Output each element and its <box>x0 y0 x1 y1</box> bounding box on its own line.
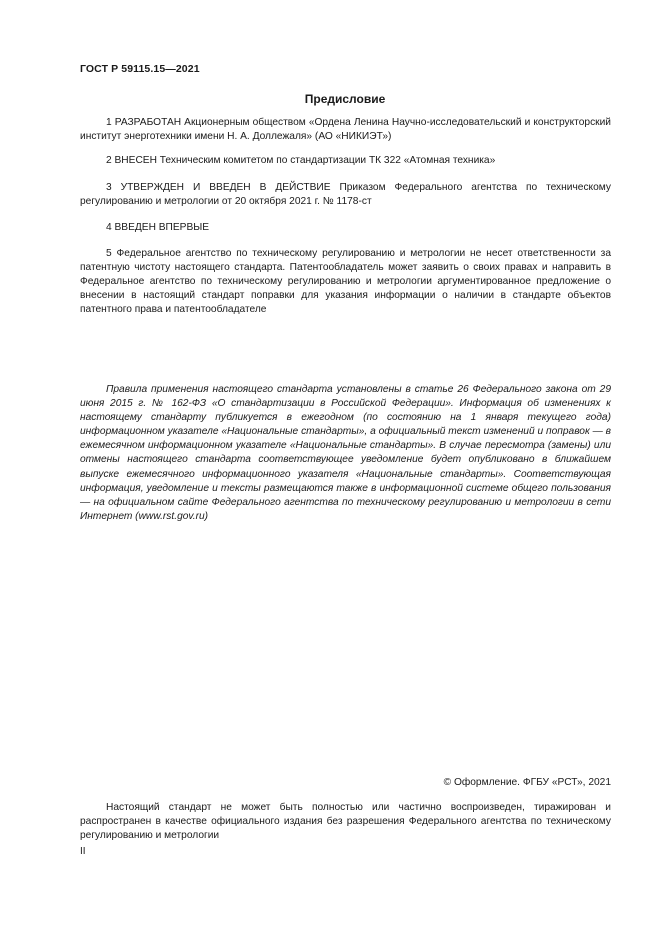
foreword-item-4: 4 ВВЕДЕН ВПЕРВЫЕ <box>106 222 210 233</box>
page-number: II <box>80 846 86 857</box>
foreword-title: Предисловие <box>304 92 386 106</box>
reproduction-notice: Настоящий стандарт не может быть полностью или частично воспроизведен, тиражирован и распространен в качестве официального издания без разрешения Федерального агентства по техническому регулированию и метрологии <box>80 802 611 842</box>
foreword-item-5: 5 Федеральное агентство по техническому регулированию и метрологии не несет ответственности за патентную чистоту настоящего стандарта. Патентообладатель может заявить о своих правах и направить в Федеральное агентство по техническому регулированию и метрологии аргументированное предложение о внесении в настоящий стандарт поправки для указания информации о наличии в стандарте объектов патентного права и патентообладателе <box>80 248 611 316</box>
foreword-item-2: 2 ВНЕСЕН Техническим комитетом по стандартизации ТК 322 «Атомная техника» <box>106 155 496 166</box>
document-code: ГОСТ Р 59115.15—2021 <box>80 63 200 75</box>
application-rules-notice: Правила применения настоящего стандарта установлены в статье 26 Федерального закона от 29 июня 2015 г. № 162-ФЗ «О стандартизации в Российской Федерации». Информация об изменениях к настоящему стандарту публикуется в ежегодном (по состоянию на 1 января текущего года) информационном указателе «Национальные стандарты», а официальный текст изменений и поправок — в ежемесячном информационном указателе «Национальные стандарты». В случае пересмотра (замены) или отмены настоящего стандарта соответствующее уведомление будет опубликовано в ближайшем выпуске ежемесячного информационного указателя «Национальные стандарты». Соответствующая информация, уведомление и тексты размещаются также в информационной системе общего пользования — на официальном сайте Федерального агентства по техническому регулированию и метрологии в сети Интернет (www.rst.gov.ru) <box>80 384 611 522</box>
foreword-item-3: 3 УТВЕРЖДЕН И ВВЕДЕН В ДЕЙСТВИЕ Приказом Федерального агентства по техническому регулированию и метрологии от 20 октября 2021 г. № 1178-ст <box>80 182 611 208</box>
copyright-notice: © Оформление. ФГБУ «РСТ», 2021 <box>443 777 611 788</box>
foreword-item-1: 1 РАЗРАБОТАН Акционерным обществом «Ордена Ленина Научно-исследовательский и конструкторский институт энерготехники имени Н. А. Доллежаля» (АО «НИКИЭТ») <box>80 117 611 143</box>
